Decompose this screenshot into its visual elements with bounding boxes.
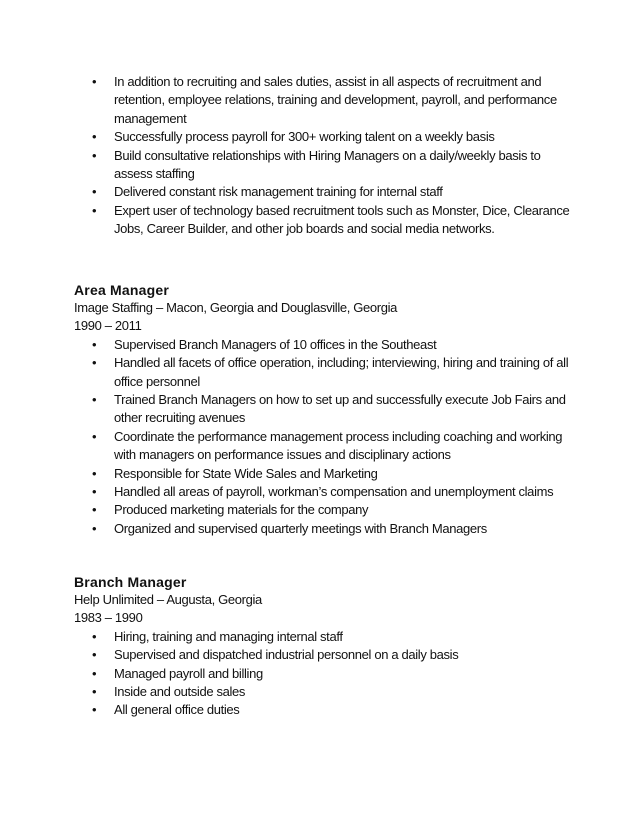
list-item: • In addition to recruiting and sales duties, assist in all aspects of recruitment and retention, employee relations, training and development, payroll, and performance management <box>92 74 557 126</box>
list-item: • Handled all areas of payroll, workman’s compensation and unemployment claims <box>74 483 584 501</box>
list-item: • Expert user of technology based recruitment tools such as Monster, Dice, Clearance Jobs, Career Builder, and other job boards and social media networks. <box>92 202 570 237</box>
list-item: • Organized and supervised quarterly meetings with Branch Managers <box>74 520 584 538</box>
bullet-icon: • <box>92 392 97 408</box>
list-item: • Delivered constant risk management training for internal staff <box>74 183 574 201</box>
bullet-icon: • <box>92 202 97 218</box>
bullet-icon: • <box>92 484 97 500</box>
list-item: • Managed payroll and billing <box>74 665 584 683</box>
job-section-branch-manager <box>74 573 584 720</box>
job-bullet-list <box>74 628 584 720</box>
list-item: • Inside and outside sales <box>74 683 584 701</box>
job-company: Image Staffing – Macon, Georgia and Douglasville, Georgia <box>74 300 398 315</box>
bullet-icon: • <box>92 74 97 89</box>
list-item: • All general office duties <box>74 701 584 719</box>
list-item: • Supervised and dispatched industrial personnel on a daily basis <box>74 646 584 664</box>
bullet-icon: • <box>92 665 97 681</box>
bullet-icon: • <box>92 147 97 163</box>
job-dates: 1990 – 2011 <box>74 318 142 334</box>
bullet-icon: • <box>92 465 97 481</box>
job-dates: 1983 – 1990 <box>74 610 143 626</box>
intro-bullet-list <box>74 73 574 239</box>
list-item: • Successfully process payroll for 300+ working talent on a weekly basis <box>74 128 574 146</box>
bullet-icon: • <box>92 355 97 371</box>
bullet-icon: • <box>92 502 97 518</box>
list-item: • Build consultative relationships with Hiring Managers on a daily/weekly basis to assess staffing <box>92 147 541 182</box>
job-title: Area Manager <box>74 282 169 298</box>
job-company: Help Unlimited – Augusta, Georgia <box>74 592 262 607</box>
job-section-area-manager <box>74 281 584 538</box>
list-item: • Responsible for State Wide Sales and Marketing <box>74 465 584 483</box>
job-title: Branch Manager <box>74 574 187 590</box>
bullet-icon: • <box>92 628 97 644</box>
list-item: • Hiring, training and managing internal staff <box>74 628 584 646</box>
bullet-icon: • <box>92 428 97 444</box>
bullet-icon: • <box>92 702 97 718</box>
bullet-icon: • <box>92 520 97 536</box>
bullet-icon: • <box>92 184 97 200</box>
list-item: • Coordinate the performance management process including coaching and working with managers on performance issues and disciplinary actions <box>92 428 563 463</box>
list-item: • Handled all facets of office operation, including; interviewing, hiring and training of all office personnel <box>92 355 569 389</box>
list-item: • Produced marketing materials for the company <box>74 501 584 519</box>
list-item: • Trained Branch Managers on how to set up and successfully execute Job Fairs and other recruiting avenues <box>92 392 566 426</box>
bullet-icon: • <box>92 647 97 663</box>
bullet-icon: • <box>92 684 97 700</box>
list-item: • Supervised Branch Managers of 10 offices in the Southeast <box>74 336 584 354</box>
bullet-icon: • <box>92 129 97 145</box>
job-bullet-list <box>74 336 584 538</box>
bullet-icon: • <box>92 336 97 352</box>
